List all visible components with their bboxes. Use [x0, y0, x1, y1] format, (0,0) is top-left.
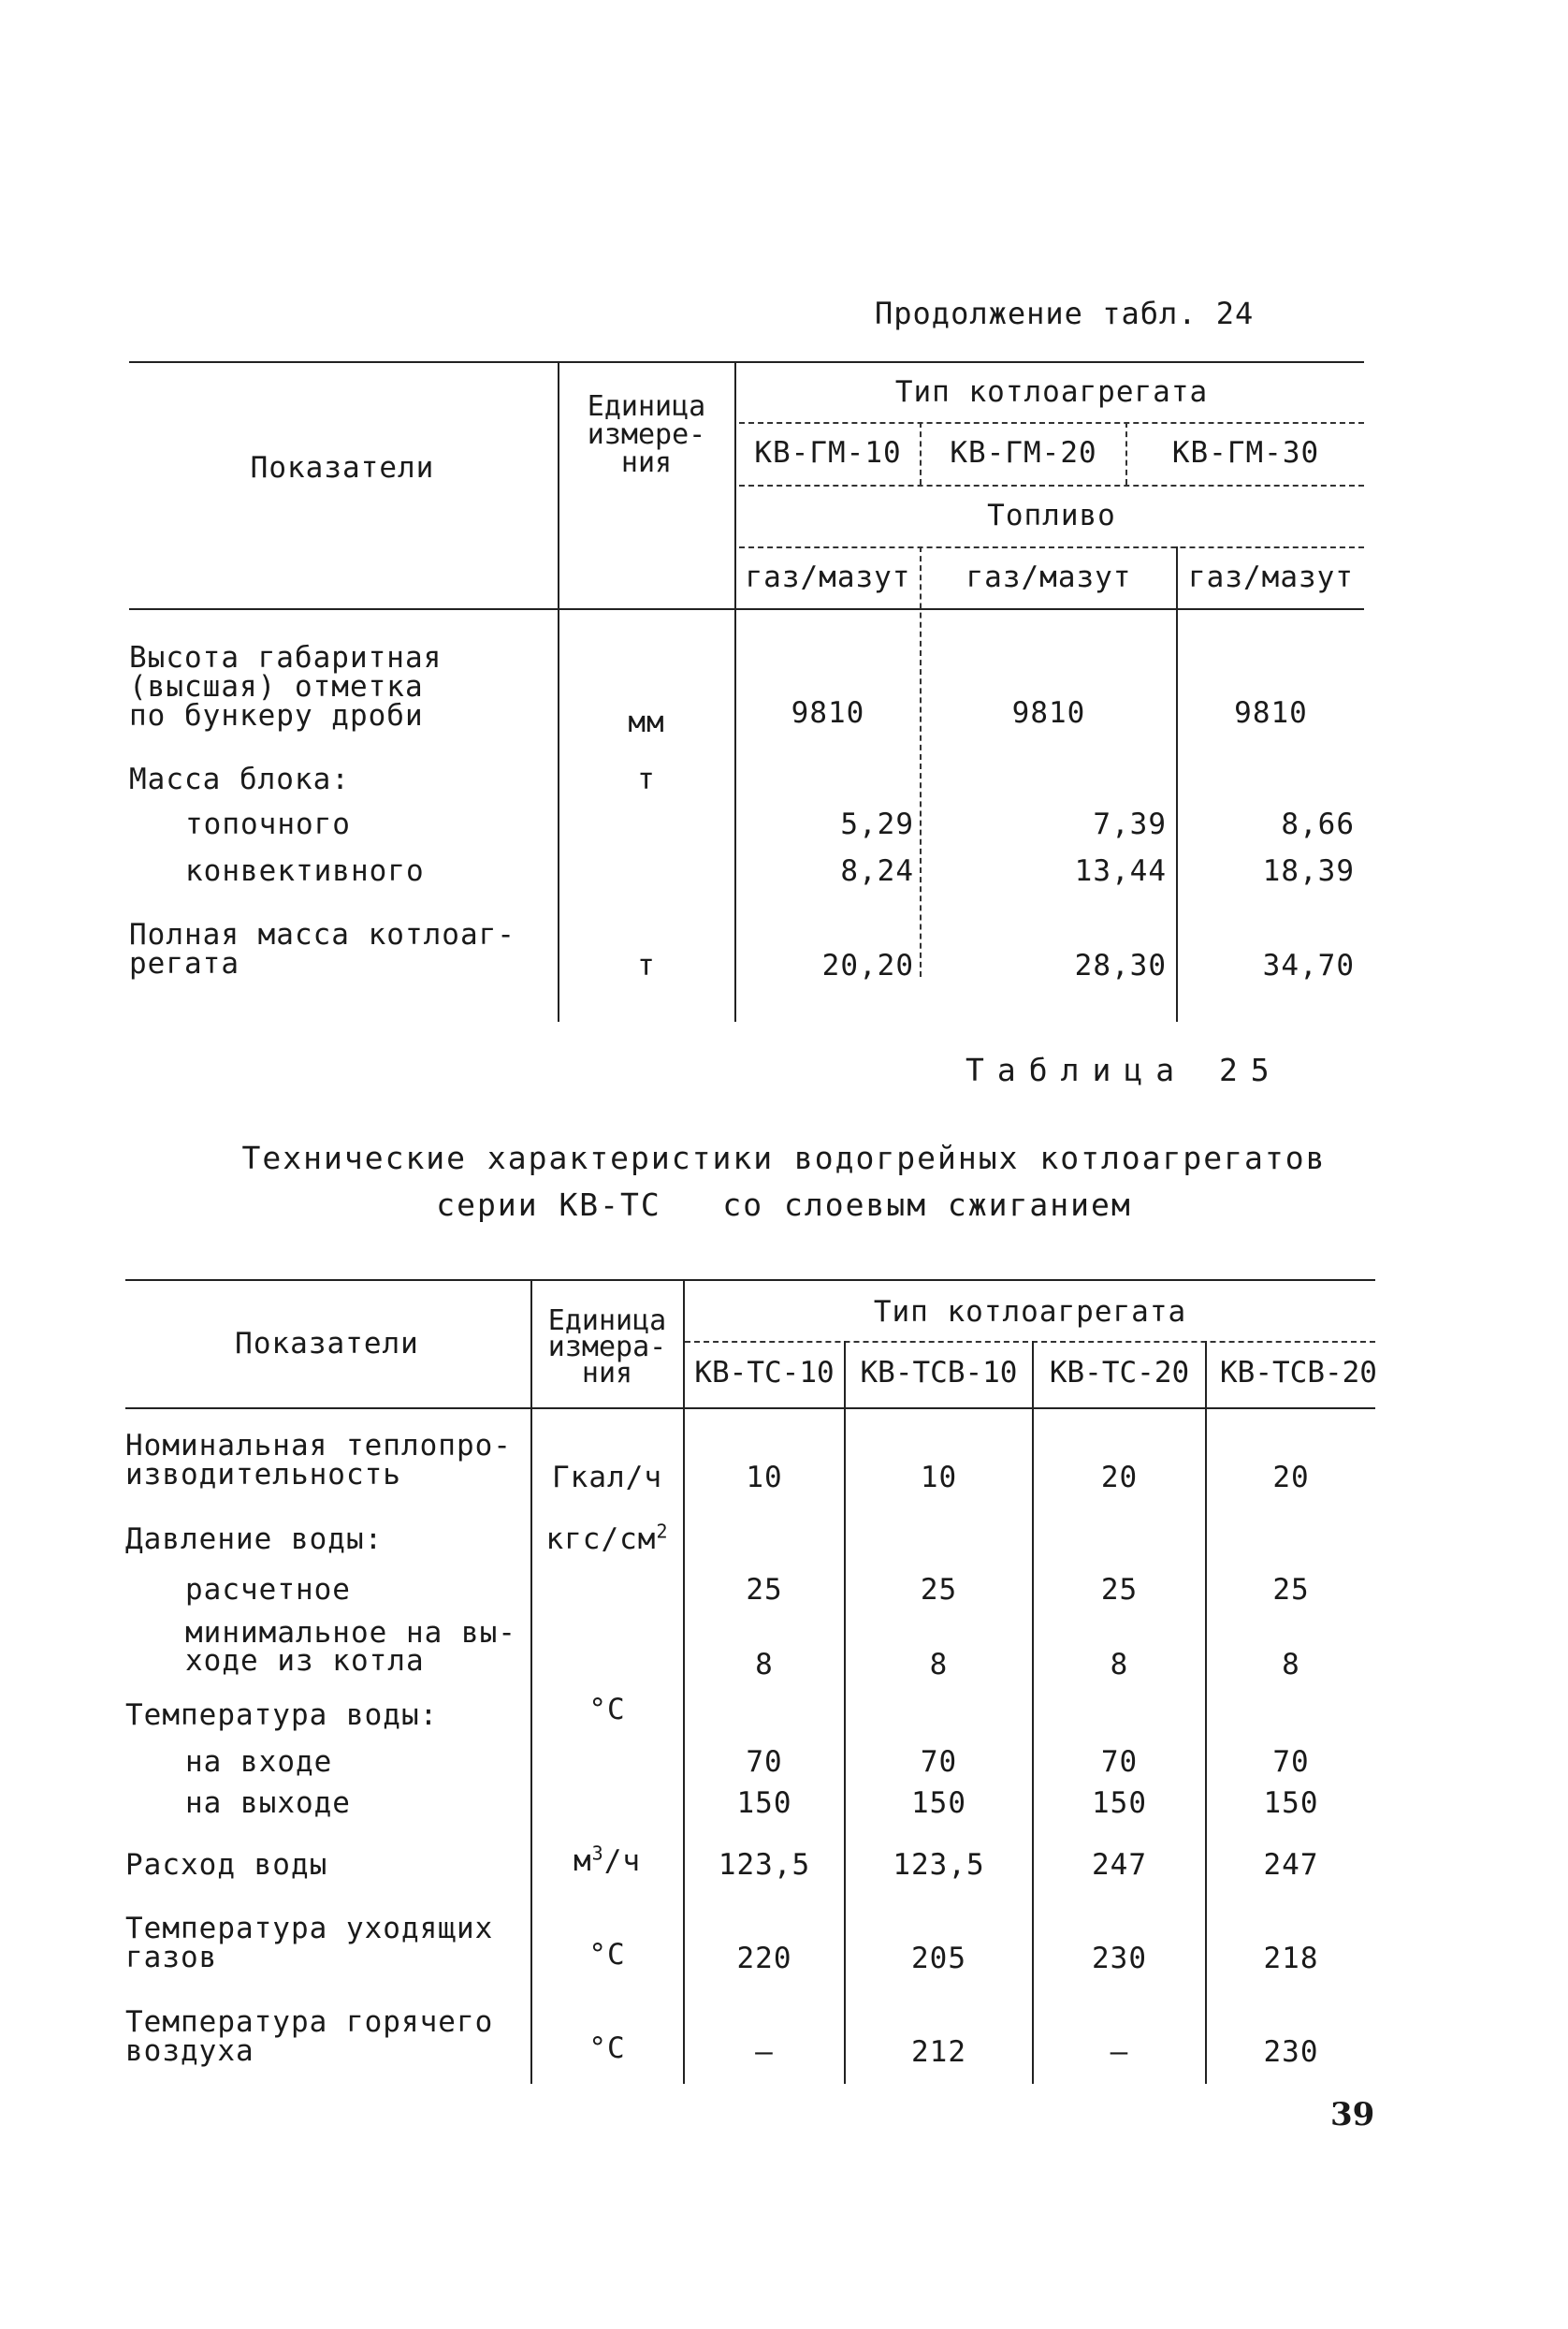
row-unit: кгс/$см^2$: [545, 1520, 669, 1556]
row-label: расчетное: [185, 1573, 351, 1607]
cell-value: 10: [920, 1461, 958, 1494]
table-rule: [739, 422, 1364, 424]
cell-value: 220: [736, 1942, 792, 1975]
header-fuel-type: газ/мазут: [1188, 560, 1354, 594]
row-unit: °С: [588, 1938, 626, 1972]
cell-value: 150: [911, 1786, 966, 1820]
header-type: КВ-ТСВ-10: [860, 1356, 1018, 1390]
cell-value: 8: [755, 1648, 774, 1681]
cell-value: 70: [1272, 1745, 1310, 1779]
table-25-title: Технические характеристики водогрейных котлоагрегатов: [241, 1140, 1327, 1176]
cell-value: 123,5: [893, 1848, 985, 1882]
cell-value: 20,20: [821, 949, 914, 983]
cell-value: 25: [1272, 1573, 1310, 1607]
row-label: Расход воды: [125, 1848, 328, 1882]
row-label: Полная масса котлоаг- регата: [129, 918, 515, 981]
cell-value: 25: [920, 1573, 958, 1607]
header-fuel-type: газ/мазут: [745, 560, 911, 594]
continuation-label: Продолжение табл. 24: [875, 296, 1255, 331]
row-label: на входе: [185, 1745, 333, 1779]
cell-value: –: [1110, 2035, 1129, 2069]
cell-value: 18,39: [1262, 854, 1355, 888]
cell-value: 20: [1100, 1461, 1139, 1494]
header-type: КВ-ГМ-30: [1171, 436, 1320, 470]
cell-value: 28,30: [1074, 949, 1167, 983]
cell-value: 8,24: [840, 854, 914, 888]
row-unit: $м^3/ч$: [573, 1841, 642, 1878]
row-unit: т: [637, 763, 656, 796]
table-rule: [920, 546, 922, 977]
cell-value: 10: [746, 1461, 783, 1494]
cell-value: 150: [736, 1786, 792, 1820]
cell-value: 9810: [1234, 696, 1308, 730]
cell-value: 25: [746, 1573, 783, 1607]
cell-value: 230: [1263, 2035, 1319, 2069]
row-label: минимальное на вы- ходе из котла: [185, 1616, 516, 1678]
cell-value: 247: [1263, 1848, 1319, 1882]
cell-value: 8: [1282, 1648, 1300, 1681]
row-label: конвективного: [185, 854, 425, 888]
header-fuel-type: газ/мазут: [965, 560, 1132, 594]
header-fuel: Топливо: [987, 499, 1116, 532]
header-indicators: Показатели: [250, 451, 435, 485]
cell-value: 218: [1263, 1942, 1319, 1975]
row-unit: мм: [628, 706, 665, 739]
cell-value: 8,66: [1281, 808, 1355, 841]
row-label: Температура горячего воздуха: [125, 2005, 494, 2068]
cell-value: 70: [920, 1745, 958, 1779]
cell-value: 70: [1100, 1745, 1139, 1779]
row-label: Номинальная теплопро- изводительность: [125, 1429, 512, 1492]
table-rule: [129, 361, 1364, 363]
header-boiler-type: Тип котлоагрегата: [894, 375, 1209, 409]
header-type: КВ-ТС-20: [1049, 1356, 1190, 1390]
cell-value: 123,5: [718, 1848, 811, 1882]
header-type: КВ-ТС-10: [694, 1356, 835, 1390]
header-unit: Единица измера- ния: [547, 1304, 667, 1390]
cell-value: 9810: [791, 696, 865, 730]
cell-value: 70: [746, 1745, 783, 1779]
row-unit: Гкал/ч: [552, 1461, 662, 1494]
cell-value: 8: [1110, 1648, 1129, 1681]
table-rule: [129, 608, 1364, 610]
header-type: КВ-ГМ-10: [754, 436, 902, 470]
cell-value: 13,44: [1074, 854, 1167, 888]
cell-value: 205: [911, 1942, 966, 1975]
cell-value: 9810: [1011, 696, 1086, 730]
row-unit: т: [637, 949, 656, 983]
cell-value: 150: [1263, 1786, 1319, 1820]
row-unit: °С: [588, 1693, 626, 1726]
table-25-subtitle: серии КВ-ТС со слоевым сжиганием: [436, 1186, 1132, 1223]
header-indicators: Показатели: [235, 1327, 419, 1361]
table-rule: [739, 485, 1364, 487]
cell-value: 230: [1092, 1942, 1147, 1975]
cell-value: 150: [1092, 1786, 1147, 1820]
row-label: на выходе: [185, 1786, 351, 1820]
row-label: Температура уходящих газов: [125, 1912, 494, 1974]
table-rule: [125, 1407, 1375, 1409]
table-rule: [125, 1279, 1375, 1281]
row-label: топочного: [185, 808, 351, 841]
cell-value: 212: [911, 2035, 966, 2069]
cell-value: 5,29: [840, 808, 914, 841]
table-rule: [685, 1341, 1375, 1343]
row-unit: °С: [588, 2031, 626, 2065]
row-label: Давление воды:: [125, 1522, 384, 1556]
cell-value: 8: [929, 1648, 949, 1681]
cell-value: 247: [1092, 1848, 1147, 1882]
header-type: КВ-ГМ-20: [950, 436, 1097, 470]
header-boiler-type: Тип котлоагрегата: [873, 1295, 1187, 1329]
cell-value: 7,39: [1093, 808, 1167, 841]
header-type: КВ-ТСВ-20: [1220, 1356, 1377, 1390]
cell-value: –: [755, 2035, 774, 2069]
header-unit: Единица измере- ния: [587, 390, 706, 479]
row-label: Высота габаритная (высшая) отметка по бункеру дроби: [129, 641, 443, 733]
cell-value: 25: [1100, 1573, 1139, 1607]
cell-value: 20: [1272, 1461, 1310, 1494]
cell-value: 34,70: [1262, 949, 1355, 983]
row-label: Масса блока:: [129, 763, 350, 796]
table-25-label: Таблица 25: [965, 1052, 1283, 1088]
page-number: 39: [1330, 2096, 1375, 2133]
row-label: Температура воды:: [125, 1698, 439, 1732]
table-rule: [739, 546, 1364, 548]
